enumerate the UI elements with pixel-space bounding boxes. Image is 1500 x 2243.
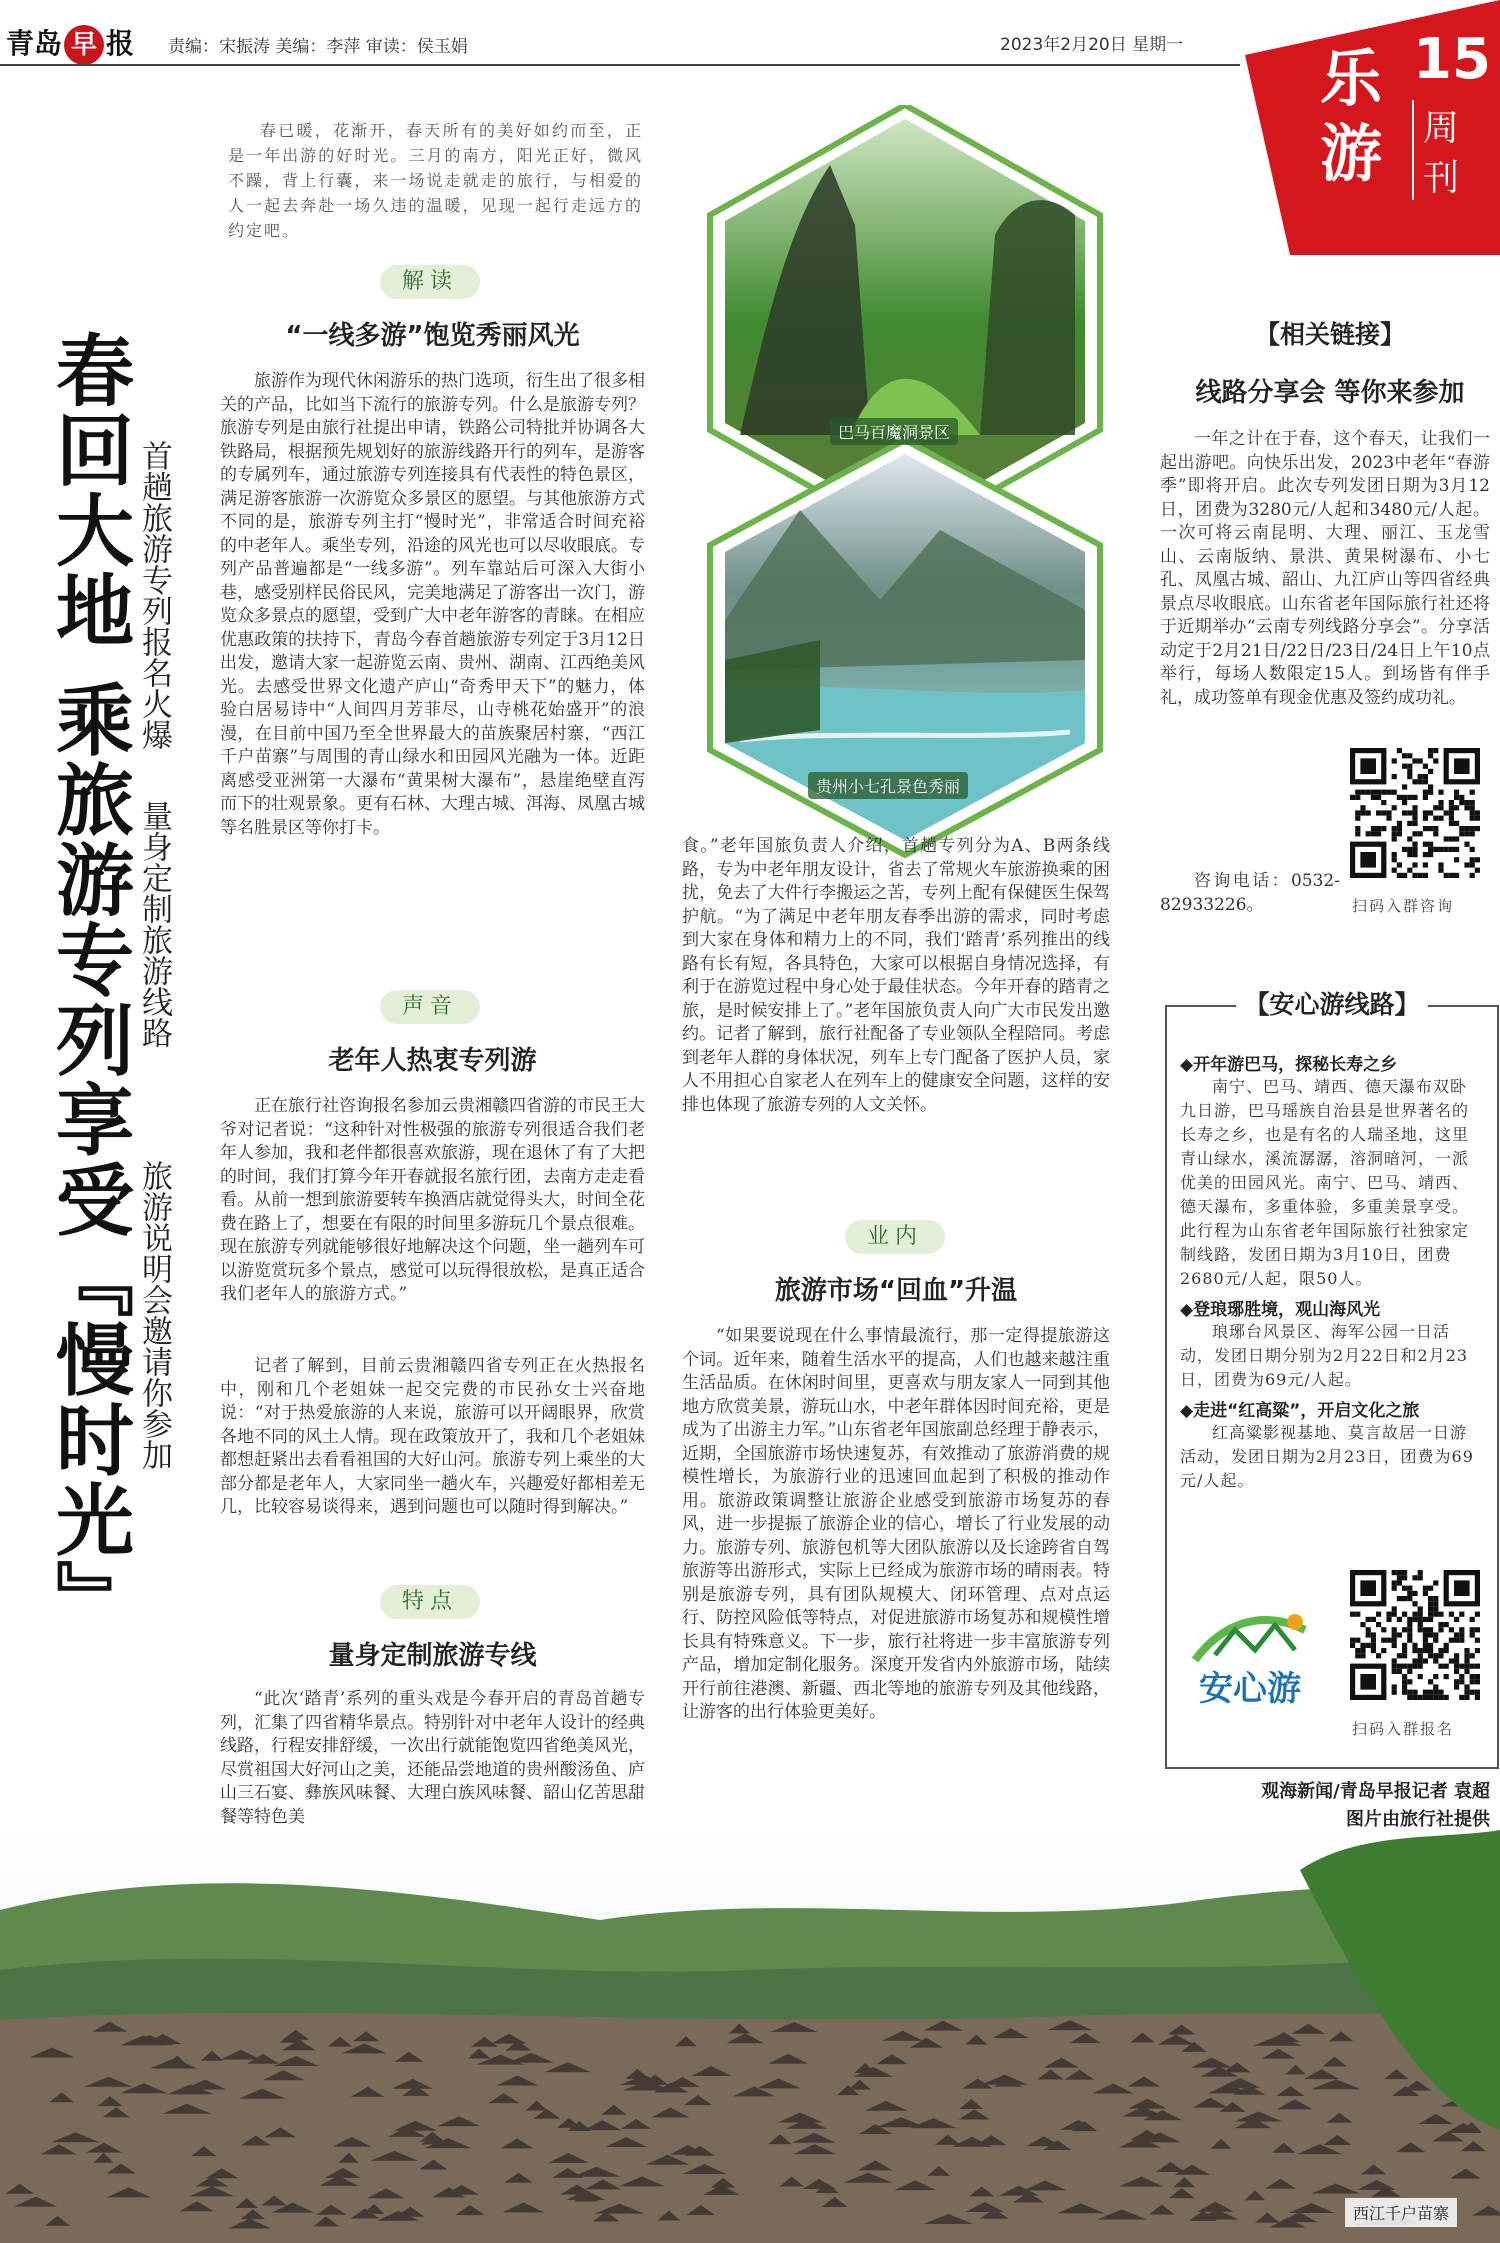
page-number: 15	[1413, 27, 1491, 92]
body-s2-p1: 正在旅行社咨询报名参加云贵湘赣四省游的市民王大爷对记者说：“这种针对性极强的旅游专列很适合我们老年人参加，我和老伴都很喜欢旅游，现在退休了有了大把的时间，我们打算今年开春就报名旅行团，去南方走走看看。从前一想到旅游要转车换酒店就觉得头大，时间全花费在路上了，想要在有限的时间里多游玩几个景点很难。现在旅游专列就能够很好地解决这个问题，坐一趟列车可以游览赏玩多个景点，感觉可以玩得很放松，是真正适合我们老年人的旅游方式。”	[220, 1096, 645, 1304]
tag-yenei: 业内	[845, 1220, 945, 1254]
brand-zao-badge: 早	[64, 25, 104, 65]
caption-xiaoqikong: 贵州小七孔景色秀丽	[808, 772, 968, 799]
qr-caption-signup: 扫码入群报名	[1352, 1720, 1455, 1738]
related-link-subheading: 线路分享会 等你来参加	[1195, 378, 1465, 408]
route-text-1: 南宁、巴马、靖西、德天瀑布双卧九日游，巴马瑶族自治县是世界著名的长寿之乡，也是有名的人瑞圣地，这里青山绿水，溪流潺潺，溶洞暗河，一派优美的田园风光。南宁、巴马、靖西、德天瀑布，多重体验，多重美景享受。此行程为山东省老年国际旅行社独家定制线路，发团日期为3月10日，团费2680元/人起，限50人。	[1180, 1077, 1470, 1288]
header-rule	[0, 64, 1240, 66]
body-s2-p2: 记者了解到，目前云贵湘赣四省专列正在火热报名中，刚和几个老姐妹一起交完费的市民孙女士兴奋地说：“对于热爱旅游的人来说，旅游可以开阔眼界，欣赏各地不同的风土人情。现在政策放开了，我和几个老姐妹都想赶紧出去看看祖国的大好山河。旅游专列上乘坐的大部分都是老年人，大家同坐一趟火车，兴趣爱好都相差无几，比较容易谈得来，遇到问题也可以随时得到解决。”	[220, 1356, 645, 1517]
tag-tedian: 特点	[380, 1585, 480, 1619]
byline-photo: 图片由旅行社提供	[1346, 1809, 1490, 1830]
qr-code-consult[interactable]	[1350, 748, 1480, 878]
section-type-1: 周	[1423, 108, 1460, 149]
caption-bama: 巴马百魔洞景区	[830, 418, 958, 445]
editor-credits: 责编：宋振涛 美编：李萍 审读：侯玉娟	[168, 37, 468, 57]
section-name-2: 游	[1320, 117, 1383, 190]
qr-caption-consult: 扫码入群咨询	[1352, 897, 1455, 915]
tag-jiedu: 解读	[380, 265, 480, 299]
safe-tour-routes	[1180, 1050, 1482, 1497]
route-text-3: 红高粱影视基地、莫言故居一日游活动，发团日期为2月23日，团费为69元/人起。	[1180, 1423, 1474, 1490]
body-s3: “此次‘踏青’系列的重头戏是今春开启的青岛首趟专列，汇集了四省精华景点。特别针对中老年人设计的经典线路，行程安排舒缓，一次出行就能饱览四省绝美风光，尽赏祖国大好河山之美，还能品尝地道的贵州酸汤鱼、庐山三石宴、彝族风味餐、大理白族风味餐、韶山亿苦思甜餐等特色美	[220, 1689, 645, 1827]
qr-code-signup[interactable]	[1350, 1570, 1480, 1700]
heading-s3: 量身定制旅游专线	[328, 1641, 537, 1671]
body-s1: 旅游作为现代休闲游乐的热门选项，衍生出了很多相关的产品，比如当下流行的旅游专列。什么是旅游专列？旅游专列是由旅行社提出申请，铁路公司特批并协调各大铁路局，根据预先规划好的旅游线路开行的列车，是游客的专属列车，通过旅游专列连接具有代表性的特色景区，满足游客旅游一次游览众多景区的愿望。与其他旅游方式不同的是，旅游专列主打“慢时光”，非常适合时间充裕的中老年人。乘坐专列，沿途的风光也可以尽收眼底。专列产品普遍都是“一线多游”。列车靠站后可深入大街小巷，感受别样民俗民风，完美地满足了游客出一次门，游览众多景点的愿望，受到广大中老年游客的青睐。在相应优惠政策的扶持下，青岛今春首趟旅游专列定于3月12日出发，邀请大家一起游览云南、贵州、湖南、江西绝美风光。去感受世界文化遗产庐山“奇秀甲天下”的魅力，体验白居易诗中“人间四月芳菲尽，山寺桃花始盛开”的浪漫，在目前中国乃至全世界最大的苗族聚居村寨，“西江千户苗寨”与周围的青山绿水和田园风光融为一体。近距离感受亚洲第一大瀑布“黄果树大瀑布”，悬崖绝壁直泻而下的壮观景象。更有石林、大理古城、洱海、凤凰古城等名胜景区等你打卡。	[220, 371, 645, 838]
issue-date: 2023年2月20日 星期一	[1000, 35, 1184, 55]
body-s3-continued: 食。”老年国旅负责人介绍，首趟专列分为A、B两条线路，专为中老年朋友设计，省去了常规火车旅游换乘的困扰，免去了大件行李搬运之苦，专列上配有保健医生保驾护航。“为了满足中老年朋友春季出游的需求，同时考虑到大家在身体和精力上的不同，我们‘踏青’系列推出的线路有长有短，各具特色，大家可以根据自身情况选择，有利于在游览过程中身心处于最佳状态。今年开春的踏青之旅，是时候安排上了。”老年国旅负责人向广大市民发出邀约。记者了解到，旅行社配备了专业领队全程陪同。考虑到老年人群的身体状况，列车上专门配备了医护人员，家人不用担心自家老人在列车上的健康安全问题，这样的安排也体现了旅游专列的人文关怀。	[682, 836, 1110, 1115]
subheadline-3: 旅游说明会邀请你参加	[136, 1160, 172, 1470]
section-name-1: 乐	[1320, 42, 1383, 115]
safe-tour-heading: 【安心游线路】	[1236, 990, 1427, 1019]
headline-vertical: 春回大地 乘旅游专列享受『慢时光』	[43, 330, 133, 1640]
heading-s1: “一线多游”饱览秀丽风光	[285, 321, 580, 351]
tag-shengyin: 声音	[380, 990, 480, 1024]
section-type-2: 刊	[1423, 158, 1460, 199]
route-title-2: ◆登琅琊胜境，观山海风光	[1180, 1300, 1381, 1320]
route-title-1: ◆开年游巴马，探秘长寿之乡	[1180, 1055, 1398, 1075]
panorama-xijiang-miao-village	[0, 1830, 1500, 2243]
related-phone: 咨询电话：0532-82933226。	[1160, 871, 1340, 915]
subheadline-1: 首趟旅游专列报名火爆	[136, 440, 172, 750]
anxinyou-logo	[1175, 1600, 1325, 1720]
related-link-heading: 【相关链接】	[1254, 320, 1405, 349]
route-title-3: ◆走进“红高粱”，开启文化之旅	[1180, 1401, 1420, 1421]
byline-reporter: 观海新闻/青岛早报记者 袁超	[1261, 1781, 1490, 1802]
section-masthead	[1245, 0, 1500, 255]
newspaper-brand: 青岛 早 报	[6, 22, 134, 65]
subheadline-2: 量身定制旅游线路	[136, 800, 172, 1048]
caption-xijiang: 西江千户苗寨	[1345, 2198, 1457, 2227]
intro-paragraph: 春已暖，花渐开，春天所有的美好如约而至，正是一年出游的好时光。三月的南方，阳光正好，微风不躁，背上行囊，来一场说走就走的旅行，与相爱的人一起去奔赴一场久违的温暖，见现一起行走远方的约定吧。	[228, 121, 643, 240]
byline	[1160, 1778, 1490, 1834]
related-link-body: 一年之计在于春，这个春天，让我们一起出游吧。向快乐出发，2023中老年“春游季”即将开启。此次专列发团日期为3月12日，团费为3280元/人起和3480元/人起。一次可将云南昆明、大理、丽江、玉龙雪山、云南版纳、景洪、黄果树瀑布、小七孔、凤凰古城、韶山、九江庐山等四省经典景点尽收眼底。山东省老年国际旅行社还将于近期举办“云南专列线路分享会”。分享活动定于2月21日/22日/23日/24日上午10点举行，每场人数限定15人。到场皆有伴手礼，成功签单有现金优惠及签约成功礼。	[1160, 429, 1490, 708]
heading-s2: 老年人热衷专列游	[328, 1046, 537, 1076]
heading-s4: 旅游市场“回血”升温	[774, 1276, 1018, 1306]
body-s4: “如果要说现在什么事情最流行，那一定得提旅游这个词。近年来，随着生活水平的提高，人们也越来越注重生活品质。在休闲时间里，更喜欢与朋友家人一同到其他地方欣赏美景，游玩山水，中老年群体因时间充裕，更是成为了出游主力军。”山东省老年国旅副总经理于静表示，近期，全国旅游市场快速复苏，有效推动了旅游消费的规模性增长，为旅游行业的迅速回血起到了积极的推动作用。旅游政策调整让旅游企业感受到旅游市场复苏的春风，进一步提振了旅游企业的信心，增长了行业发展的动力。旅游专列、旅游包机等大团队旅游以及长途跨省自驾旅游等出游形式，实际上已经成为旅游市场的晴雨表。特别是旅游专列，具有团队规模大、闭环管理、点对点运行、防控风险低等特点，对促进旅游市场复苏和规模性增长具有特殊意义。下一步，旅行社将进一步丰富旅游专列产品，增加定制化服务。深度开发省内外旅游市场，陆续开行前往港澳、新疆、西北等地的旅游专列及其他线路，让游客的出行体验更美好。	[682, 1326, 1110, 1722]
route-text-2: 琅琊台风景区、海军公园一日活动，发团日期分别为2月22日和2月23日，团费为69元/人起。	[1180, 1322, 1469, 1389]
logo-text: 安心游	[1199, 1669, 1301, 1709]
